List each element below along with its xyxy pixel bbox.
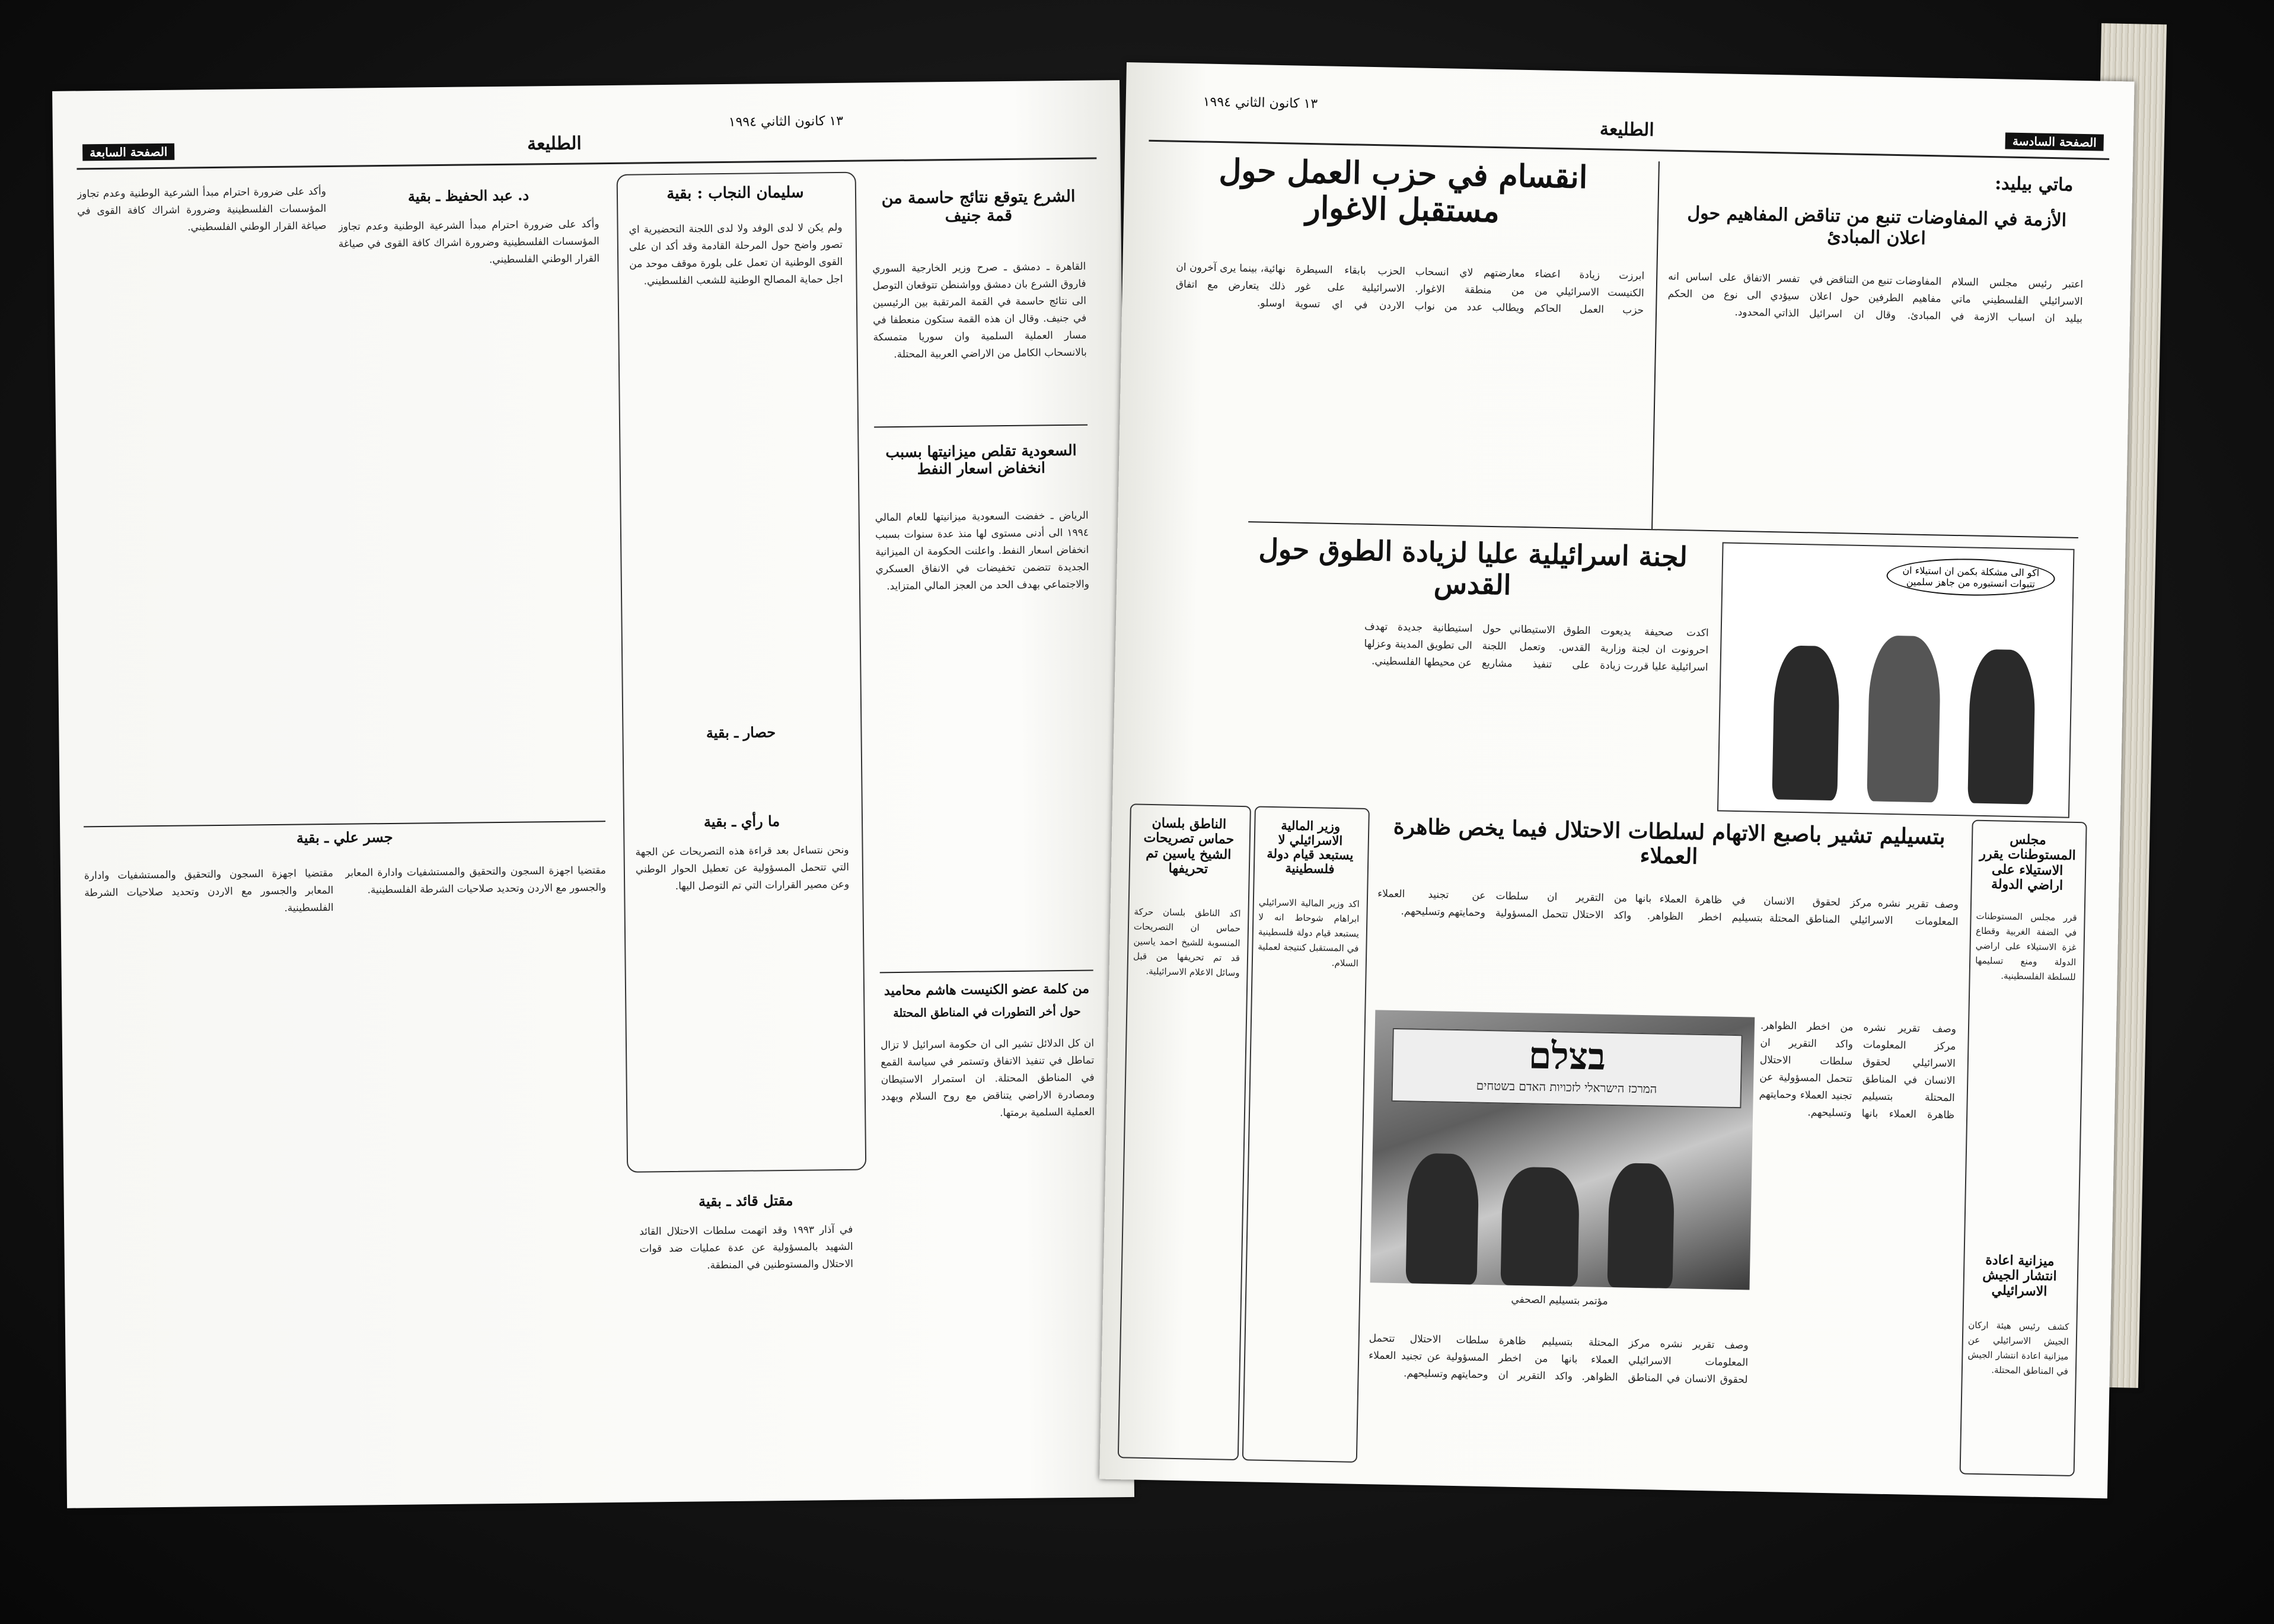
issue-date: ١٣ كانون الثاني ١٩٩٤ (728, 113, 844, 130)
cartoon-figure (1772, 645, 1840, 800)
article-body: وأكد على ضرورة احترام مبدأ الشرعية الوطنية وعدم تجاوز المؤسسات الفلسطينية وضرورة اشراك كافة القوى في صياغة القرار الوطني الفلسطيني. (338, 218, 600, 266)
cartoon-figure (1867, 635, 1941, 802)
column-rule (1651, 161, 1660, 529)
page-label: الصفحة السابعة (82, 143, 175, 161)
right-page (1099, 62, 2135, 1498)
article-headline: د. عبد الحفيظ ـ بقية (407, 186, 530, 205)
newspaper-name: الطليعة (527, 133, 582, 155)
issue-date: ١٣ كانون الثاني ١٩٩٤ (1203, 94, 1318, 112)
article-headline: من كلمة عضو الكنيست هاشم محاميد (884, 981, 1090, 999)
article-body: اعتبر رئيس مجلس السلام الاسرائيلي الفلسطيني ماتي بيليد ان اسباب الازمة في المفاوضات تنبع من التناقض في مفاهيم الطرفين حول اعلان المبادئ. وقال ان اسرائيل تفسر الاتفاق على اساس انه سيؤدي الى نوع من الحكم الذاتي المحدود. (1667, 270, 2084, 326)
left-page (52, 80, 1134, 1508)
left-page-header (76, 104, 1097, 170)
press-conference-photo (1370, 1010, 1755, 1290)
newspaper-name: الطليعة (1599, 119, 1654, 141)
section-divider (880, 970, 1093, 974)
banner-hebrew-subtitle: המרכז הישראלי לזכויות האדם בשטחים (1476, 1078, 1657, 1096)
article-headline: ماتي بيليد: (1994, 173, 2074, 196)
article-headline: الشرع يتوقع نتائج حاسمة من قمة جنيف (881, 187, 1076, 226)
article-body: وصف تقرير نشره مركز المعلومات الاسرائيلي لحقوق الانسان في المناطق المحتلة بتسيليم ظاهرة العملاء بانها من اخطر الظواهر. واكد التقرير ان سلطات الاحتلال تتحمل المسؤولية عن تجنيد العملاء وحمايتهم وتسليحهم. (1377, 888, 1959, 929)
article-body: اكد الناطق بلسان حركة حماس ان التصريحات المنسوبة للشيخ احمد ياسين قد تم تحريفها من قبل وسائل الاعلام الاسرائيلية. (1133, 906, 1241, 978)
cartoon-speech-bubble: اكو الى مشكلة بكمن ان استيلاء ان تتبوات انستبوره من جاهز سلمين (1886, 557, 2055, 597)
article-body: مقتضيا اجهزة السجون والتحقيق والمستشفيات وادارة المعابر والجسور مع الاردن وتحديد صلاحيات الشرطة الفلسطينية. (345, 864, 607, 896)
article-headline: حصار ـ بقية (706, 723, 776, 742)
article-subheadline: الأزمة في المفاوضات تنبع من تناقض المفاهيم حول اعلان المبادئ (1687, 203, 2067, 249)
person-figure (1406, 1153, 1479, 1284)
article-body: القاهرة ـ دمشق ـ صرح وزير الخارجية السوري فاروق الشرع بان دمشق وواشنطن تتوقعان التوصل الى نتائج حاسمة في القمة المرتقبة بين الرئيسين في جنيف. وقال ان هذه القمة ستكون منعطفا في مسار العملية السلمية وان سوريا متمسكة بالانسحاب الكامل من الاراضي العربية المحتلة. (872, 260, 1087, 361)
article-body: مقتضيا اجهزة السجون والتحقيق والمستشفيات وادارة المعابر والجسور مع الاردن وتحديد صلاحيات الشرطة الفلسطينية. (84, 867, 334, 914)
person-figure (1607, 1163, 1675, 1288)
article-body: قرر مجلس المستوطنات في الضفة الغربية وقطاع غزة الاستيلاء على اراضي الدولة ومنع تسليمها للسلطة الفلسطينية. (1975, 910, 2077, 983)
right-page-header (1149, 87, 2110, 160)
article-body: في آذار ١٩٩٣ وقد اتهمت سلطات الاحتلال القائد الشهيد بالمسؤولية عن عدة عمليات ضد قوات الاحتلال والمستوطنين في المنطقة. (639, 1223, 853, 1272)
article-headline: مجلس المستوطنات يقرر الاستيلاء على اراضي الدولة (1979, 831, 2077, 894)
article-body: ولم يكن لا لدى الوفد ولا لدى اللجنة التحضيرية اي تصور واضح حول المرحلة القادمة وقد أكد ان على القوى الوطنية ان تعمل على بلورة موقف موحد من اجل حماية المصالح الوطنية للشعب الفلسطيني. (629, 221, 843, 288)
article-headline: السعودية تقلص ميزانيتها بسبب انخفاض اسعار النفط (885, 441, 1077, 478)
article-headline: لجنة اسرائيلية عليا لزيادة الطوق حول القدس (1258, 532, 1688, 601)
page-label: الصفحة السادسة (2005, 132, 2104, 151)
article-body: الرياض ـ خفضت السعودية ميزانيتها للعام المالي ١٩٩٤ الى أدنى مستوى لها منذ عدة سنوات بسبب انخفاض اسعار النفط. واعلنت الحكومة ان الميزانية الجديدة تتضمن تخفيضات في الانفاق العسكري والاجتماعي بهدف الحد من العجز المالي المتزايد. (875, 509, 1090, 593)
article-headline: مقتل قائد ـ بقية (698, 1191, 793, 1210)
photo-caption: مؤتمر بتسيليم الصحفي (1511, 1293, 1608, 1307)
section-divider (874, 425, 1087, 428)
article-headline: الناطق بلسان حماس تصريحات الشيخ ياسين تم تحريفها (1143, 815, 1235, 877)
article-body: ان كل الدلائل تشير الى ان حكومة اسرائيل لا تزال تماطل في تنفيذ الاتفاق وتستمر في سياسة القمع في المناطق المحتلة. ان استمرار الاستيطان ومصادرة الاراضي يتناقض مع روح السلام ويهدد العملية السلمية برمتها. (880, 1037, 1095, 1119)
article-headline: وزير المالية الاسرائيلي لا يستبعد قيام دولة فلسطينية (1267, 818, 1354, 877)
section-divider (84, 821, 605, 827)
photo-banner (1391, 1028, 1742, 1108)
article-body: اكدت صحيفة يديعوت احرونوت ان لجنة وزارية اسرائيلية عليا قررت زيادة الطوق الاستيطاني حول القدس. وتعمل اللجنة على تنفيذ مشاريع استيطانية جديدة تهدف الى تطويق المدينة وعزلها عن محيطها الفلسطيني. (1364, 620, 1709, 674)
newspaper-spread (52, 62, 2211, 1479)
article-body: كشف رئيس هيئة اركان الجيش الاسرائيلي عن ميزانية اعادة انتشار الجيش في المناطق المحتلة. (1967, 1319, 2069, 1377)
article-headline: انقسام في حزب العمل حول مستقبل الاغوار (1219, 152, 1588, 229)
article-subheadline: حول أخر التطورات في المناطق المحتلة (893, 1004, 1081, 1020)
article-headline: ميزانية اعادة انتشار الجيش الاسرائيلي (1982, 1252, 2057, 1299)
article-headline: بتسيليم تشير باصبع الاتهام لسلطات الاحتلال فيما يخص ظاهرة العملاء (1393, 813, 1946, 870)
banner-hebrew-title: בצלם (1528, 1033, 1606, 1079)
article-body: وصف تقرير نشره مركز المعلومات الاسرائيلي لحقوق الانسان في المناطق المحتلة بتسيليم ظاهرة العملاء بانها من اخطر الظواهر. واكد التقرير ان سلطات الاحتلال تتحمل المسؤولية عن تجنيد العملاء وحمايتهم وتسليحهم. (1759, 1019, 1957, 1122)
article-body: ونحن نتساءل بعد قراءة هذه التصريحات عن الجهة التي تتحمل المسؤولية عن تعطيل الحوار الوطني وعن مصير القرارات التي تم التوصل اليها. (635, 844, 850, 892)
article-body: وأكد على ضرورة احترام مبدأ الشرعية الوطنية وعدم تجاوز المؤسسات الفلسطينية وضرورة اشراك كافة القوى في صياغة القرار الوطني الفلسطيني. (76, 186, 327, 234)
editorial-cartoon (1717, 542, 2075, 818)
article-body: وصف تقرير نشره مركز المعلومات الاسرائيلي لحقوق الانسان في المناطق المحتلة بتسيليم ظاهرة العملاء بانها من اخطر الظواهر. واكد التقرير ان سلطات الاحتلال تتحمل المسؤولية عن تجنيد العملاء وحمايتهم وتسليحهم. (1369, 1332, 1749, 1386)
article-headline: جسر علي ـ بقية (296, 828, 393, 847)
article-body: ابرزت زيادة اعضاء الكنيست الاسرائيلي من حزب العمل الحاكم معارضتهم لاي انسحاب من منطقة الاغوار. ويطالب عدد من نواب الحزب بابقاء السيطرة الاسرائيلية على غور الاردن في اي تسوية نهائية، بينما يرى آخرون ان ذلك يتعارض مع اتفاق اوسلو. (1175, 261, 1645, 317)
cartoon-figure (1967, 649, 2036, 805)
article-body: اكد وزير المالية الاسرائيلي ابراهام شوحاط انه لا يستبعد قيام دولة فلسطينية في المستقبل كنتيجة لعملية السلام. (1258, 896, 1360, 969)
person-figure (1501, 1167, 1580, 1287)
article-headline: سليمان النجاب : بقية (666, 183, 804, 203)
article-headline: ما رأي ـ بقية (703, 812, 780, 831)
